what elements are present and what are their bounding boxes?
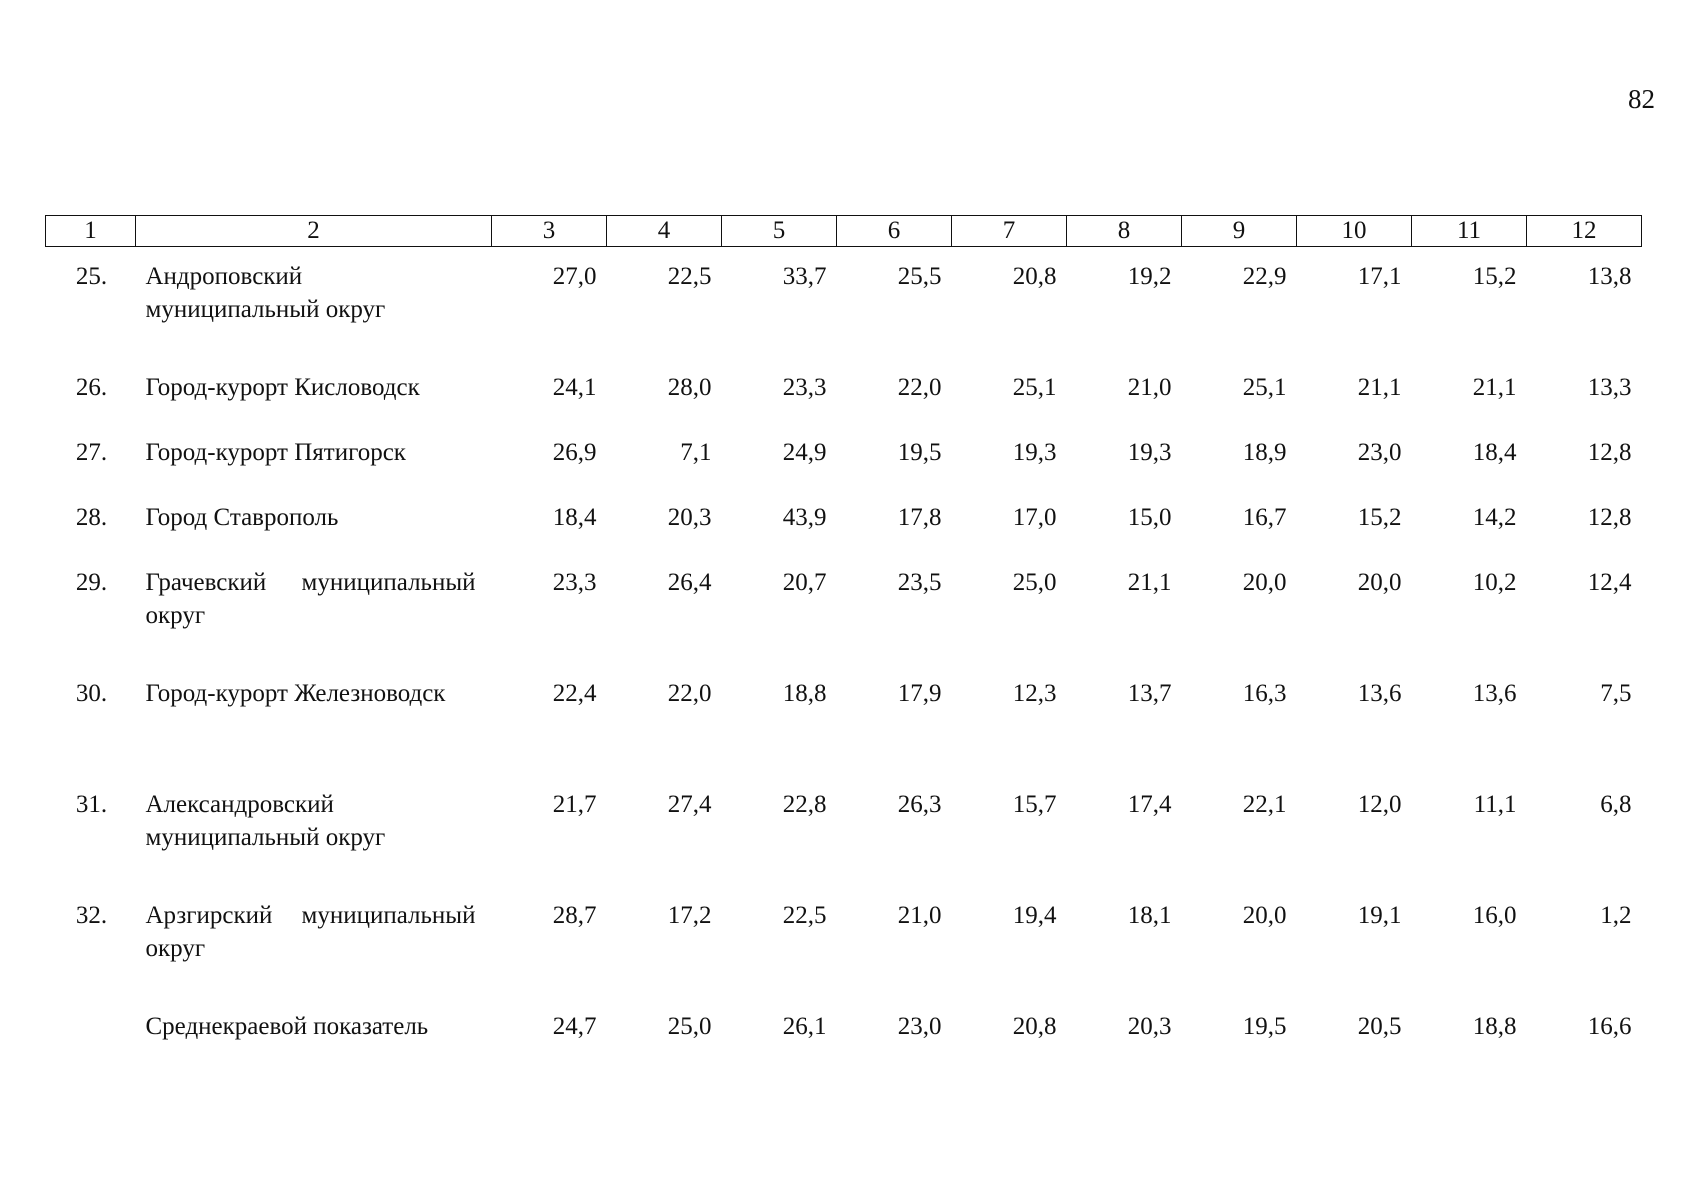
table-row [46, 664, 1642, 775]
row-name: Город-курорт Кисловодск [145, 374, 420, 401]
table-row [46, 775, 1642, 886]
column-number-header-row [46, 216, 1642, 247]
value-cell: 25,1 [1012, 374, 1057, 401]
value-cell: 22,1 [1242, 791, 1287, 818]
value-cell: 22,0 [667, 680, 712, 707]
row-name: Арзгирский муниципальный округ [145, 902, 476, 962]
value-cell: 24,1 [552, 374, 597, 401]
value-cell: 16,7 [1242, 504, 1287, 531]
value-cell: 6,8 [1600, 791, 1632, 818]
row-number: 30. [75, 680, 108, 707]
value-cell: 20,8 [1012, 263, 1057, 290]
header-cell: 4 [607, 216, 722, 247]
value-cell: 22,0 [897, 374, 942, 401]
value-cell: 26,1 [782, 1013, 827, 1040]
value-cell: 21,1 [1357, 374, 1402, 401]
table-row [46, 488, 1642, 553]
header-cell: 8 [1067, 216, 1182, 247]
value-cell: 15,2 [1472, 263, 1517, 290]
value-cell: 19,1 [1357, 902, 1402, 929]
value-cell: 25,1 [1242, 374, 1287, 401]
value-cell: 21,1 [1127, 569, 1172, 596]
row-number: 32. [75, 902, 108, 929]
value-cell: 33,7 [782, 263, 827, 290]
row-number: 29. [75, 569, 108, 596]
value-cell: 20,5 [1357, 1013, 1402, 1040]
header-cell: 12 [1527, 216, 1642, 247]
value-cell: 27,4 [667, 791, 712, 818]
value-cell: 13,6 [1357, 680, 1402, 707]
row-name: Город-курорт Железноводск [145, 680, 446, 707]
value-cell: 20,0 [1242, 569, 1287, 596]
value-cell: 22,9 [1242, 263, 1287, 290]
header-cell: 9 [1182, 216, 1297, 247]
header-cell: 6 [837, 216, 952, 247]
average-row-name: Среднекраевой показатель [145, 1013, 429, 1040]
row-name: Город-курорт Пятигорск [145, 439, 406, 466]
value-cell: 18,8 [1472, 1013, 1517, 1040]
table-row [46, 423, 1642, 488]
value-cell: 25,5 [897, 263, 942, 290]
table-row [46, 247, 1642, 359]
value-cell: 16,6 [1587, 1013, 1632, 1040]
row-number: 27. [75, 439, 108, 466]
value-cell: 22,5 [667, 263, 712, 290]
value-cell: 19,5 [1242, 1013, 1287, 1040]
value-cell: 21,1 [1472, 374, 1517, 401]
table-row [46, 358, 1642, 423]
row-name: Грачевский муниципальный округ [145, 569, 476, 629]
row-number: 28. [75, 504, 108, 531]
row-name: Город Ставрополь [145, 504, 339, 531]
value-cell: 17,1 [1357, 263, 1402, 290]
value-cell: 17,4 [1127, 791, 1172, 818]
value-cell: 25,0 [667, 1013, 712, 1040]
data-table [45, 215, 1642, 1062]
value-cell: 13,6 [1472, 680, 1517, 707]
value-cell: 7,5 [1600, 680, 1632, 707]
value-cell: 12,4 [1587, 569, 1632, 596]
value-cell: 18,1 [1127, 902, 1172, 929]
value-cell: 17,9 [897, 680, 942, 707]
header-cell: 7 [952, 216, 1067, 247]
value-cell: 21,0 [897, 902, 942, 929]
value-cell: 16,3 [1242, 680, 1287, 707]
value-cell: 24,9 [782, 439, 827, 466]
value-cell: 20,8 [1012, 1013, 1057, 1040]
value-cell: 16,0 [1472, 902, 1517, 929]
value-cell: 19,3 [1012, 439, 1057, 466]
value-cell: 11,1 [1473, 791, 1517, 818]
row-number: 25. [75, 263, 108, 290]
row-number [46, 997, 136, 1062]
value-cell: 19,2 [1127, 263, 1172, 290]
value-cell: 20,0 [1242, 902, 1287, 929]
header-cell: 10 [1297, 216, 1412, 247]
value-cell: 18,8 [782, 680, 827, 707]
value-cell: 1,2 [1600, 902, 1632, 929]
value-cell: 22,8 [782, 791, 827, 818]
value-cell: 13,3 [1587, 374, 1632, 401]
header-cell: 1 [46, 216, 136, 247]
table-row [46, 553, 1642, 664]
value-cell: 23,3 [782, 374, 827, 401]
value-cell: 15,2 [1357, 504, 1402, 531]
value-cell: 21,7 [552, 791, 597, 818]
header-cell: 5 [722, 216, 837, 247]
value-cell: 28,7 [552, 902, 597, 929]
value-cell: 24,7 [552, 1013, 597, 1040]
header-cell: 11 [1412, 216, 1527, 247]
value-cell: 26,4 [667, 569, 712, 596]
value-cell: 19,4 [1012, 902, 1057, 929]
value-cell: 13,7 [1127, 680, 1172, 707]
value-cell: 14,2 [1472, 504, 1517, 531]
value-cell: 18,4 [1472, 439, 1517, 466]
header-cell: 3 [492, 216, 607, 247]
value-cell: 15,7 [1012, 791, 1057, 818]
value-cell: 12,3 [1012, 680, 1057, 707]
value-cell: 22,4 [552, 680, 597, 707]
row-name: Александровский муниципальный округ [145, 791, 386, 851]
value-cell: 12,8 [1587, 504, 1632, 531]
header-cell: 2 [136, 216, 492, 247]
value-cell: 10,2 [1472, 569, 1517, 596]
value-cell: 20,7 [782, 569, 827, 596]
value-cell: 23,0 [897, 1013, 942, 1040]
value-cell: 22,5 [782, 902, 827, 929]
value-cell: 20,3 [1127, 1013, 1172, 1040]
value-cell: 13,8 [1587, 263, 1632, 290]
value-cell: 17,0 [1012, 504, 1057, 531]
value-cell: 18,9 [1242, 439, 1287, 466]
table-row [46, 886, 1642, 997]
value-cell: 25,0 [1012, 569, 1057, 596]
value-cell: 19,5 [897, 439, 942, 466]
value-cell: 21,0 [1127, 374, 1172, 401]
page-number: 82 [1628, 84, 1655, 114]
value-cell: 20,0 [1357, 569, 1402, 596]
row-name: Андроповский муниципальный округ [145, 263, 386, 323]
value-cell: 17,8 [897, 504, 942, 531]
value-cell: 27,0 [552, 263, 597, 290]
value-cell: 18,4 [552, 504, 597, 531]
value-cell: 23,3 [552, 569, 597, 596]
value-cell: 15,0 [1127, 504, 1172, 531]
value-cell: 23,5 [897, 569, 942, 596]
value-cell: 12,8 [1587, 439, 1632, 466]
value-cell: 12,0 [1357, 791, 1402, 818]
value-cell: 20,3 [667, 504, 712, 531]
average-row [46, 997, 1642, 1062]
value-cell: 17,2 [667, 902, 712, 929]
value-cell: 26,3 [897, 791, 942, 818]
value-cell: 7,1 [680, 439, 712, 466]
value-cell: 23,0 [1357, 439, 1402, 466]
value-cell: 43,9 [782, 504, 827, 531]
value-cell: 26,9 [552, 439, 597, 466]
row-number: 31. [75, 791, 108, 818]
value-cell: 19,3 [1127, 439, 1172, 466]
row-number: 26. [75, 374, 108, 401]
value-cell: 28,0 [667, 374, 712, 401]
data-table-container [45, 215, 1642, 1062]
